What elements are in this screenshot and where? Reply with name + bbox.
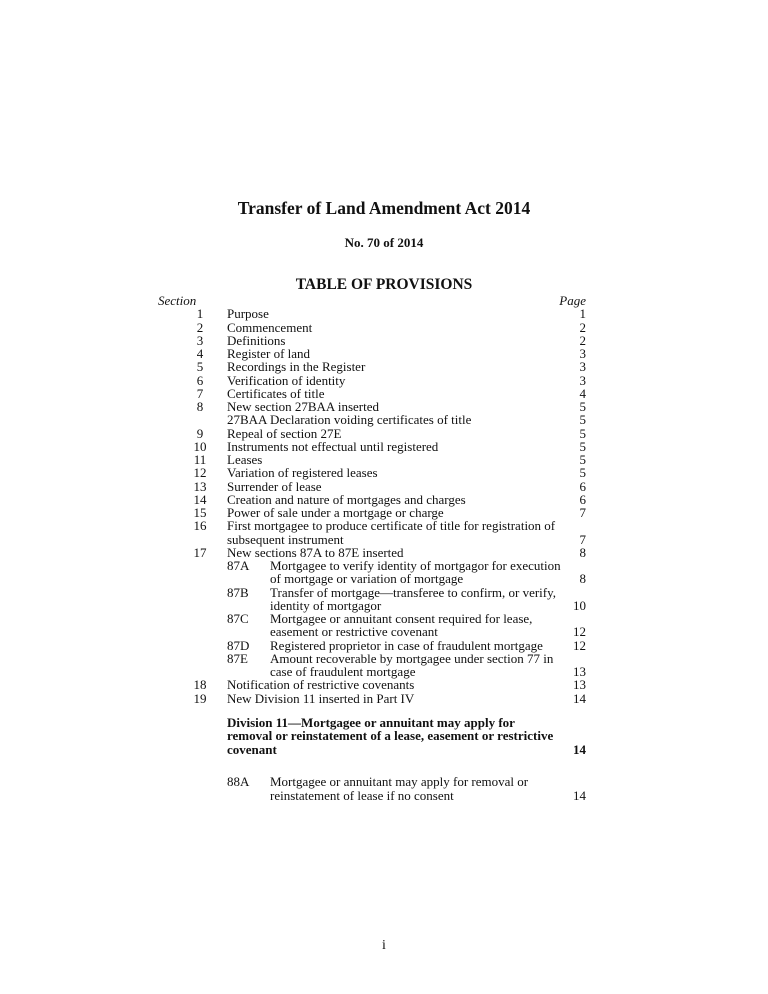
- page-number: i: [382, 938, 386, 953]
- page-reference: 8: [579, 571, 586, 587]
- section-number: 14: [193, 491, 207, 507]
- page-reference: 12: [573, 624, 586, 640]
- toc-entry[interactable]: [158, 493, 586, 506]
- section-number: 4: [196, 346, 204, 361]
- toc-entry[interactable]: [158, 347, 586, 360]
- entry-title-line: of mortgage or variation of mortgage: [270, 571, 464, 587]
- entry-title-line: case of fraudulent mortgage: [270, 664, 416, 679]
- page-reference: 12: [573, 637, 586, 653]
- toc-subentry[interactable]: [158, 652, 586, 679]
- toc-entry[interactable]: [158, 321, 586, 334]
- page-reference: 7: [579, 505, 586, 520]
- subsection-code: 87A: [227, 558, 250, 573]
- entry-title-line: Surrender of lease: [227, 478, 322, 494]
- section-number: 10: [193, 438, 207, 454]
- section-number: 3: [196, 332, 204, 348]
- toc-subentry[interactable]: [158, 639, 586, 652]
- toc-entry[interactable]: [158, 453, 586, 466]
- subsection-code: 88A: [227, 774, 250, 790]
- page-reference: 14: [573, 690, 586, 706]
- entry-title-line: Power of sale under a mortgage or charge: [227, 505, 444, 520]
- entry-title-line: Definitions: [227, 332, 286, 348]
- page-reference: 8: [579, 544, 586, 560]
- toc-entry[interactable]: [158, 506, 586, 519]
- page-reference: 5: [579, 465, 586, 481]
- page-reference: 3: [579, 372, 586, 388]
- entry-title-line: Certificates of title: [227, 385, 325, 401]
- entry-title-line: Transfer of mortgage—transferee to confirm, or verify,: [270, 584, 557, 600]
- page-reference: 3: [579, 346, 586, 361]
- toc-entry[interactable]: [158, 440, 586, 453]
- entry-title-line: subsequent instrument: [227, 531, 344, 547]
- entry-title-line: identity of mortgagor: [270, 597, 382, 613]
- table-of-provisions: [158, 294, 586, 802]
- page-reference: 14: [573, 741, 586, 757]
- toc-subentry[interactable]: [158, 413, 586, 426]
- entry-title-line: Commencement: [227, 319, 313, 335]
- entry-title-line: Instruments not effectual until registered: [227, 438, 439, 454]
- entry-title-line: Division 11—Mortgagee or annuitant may apply for: [227, 714, 515, 730]
- page-column-label: Page: [559, 293, 586, 308]
- page-reference: 2: [579, 332, 586, 348]
- entry-title-line: New sections 87A to 87E inserted: [227, 544, 404, 560]
- entry-title-line: reinstatement of lease if no consent: [270, 787, 454, 803]
- toc-subentry[interactable]: [158, 586, 586, 613]
- entry-title-line: covenant: [227, 741, 277, 757]
- section-number: 9: [196, 425, 204, 441]
- page-reference: 13: [573, 677, 586, 693]
- page-reference: 6: [579, 478, 586, 494]
- section-number: 2: [196, 319, 204, 335]
- section-number: 17: [193, 544, 207, 560]
- section-number: 13: [193, 478, 207, 494]
- toc-entry[interactable]: [158, 546, 586, 559]
- entry-title-line: New Division 11 inserted in Part IV: [227, 690, 415, 706]
- section-number: 5: [196, 359, 204, 375]
- toc-subentry[interactable]: [158, 612, 586, 639]
- section-number: 18: [193, 677, 207, 693]
- entry-title-line: New section 27BAA inserted: [227, 399, 380, 414]
- act-number: No. 70 of 2014: [344, 235, 424, 250]
- entry-title-line: Recordings in the Register: [227, 359, 366, 375]
- toc-subentry[interactable]: [158, 559, 586, 586]
- entry-title-line: Variation of registered leases: [227, 465, 378, 481]
- section-number: 11: [193, 452, 207, 467]
- toc-entry[interactable]: [158, 480, 586, 493]
- entry-title-line: Mortgagee or annuitant may apply for removal or: [270, 774, 529, 790]
- page-reference: 5: [579, 438, 586, 454]
- toc-heading: TABLE OF PROVISIONS: [295, 276, 473, 293]
- entry-title-line: Leases: [227, 452, 263, 467]
- entry-title-line: Register of land: [227, 346, 311, 361]
- page-reference: 3: [579, 359, 586, 375]
- entry-title-line: Repeal of section 27E: [227, 425, 342, 441]
- division-heading-entry[interactable]: [158, 716, 586, 757]
- toc-entry[interactable]: [158, 519, 586, 546]
- toc-entry[interactable]: [158, 307, 586, 320]
- entry-title-line: 27BAA Declaration voiding certificates of title: [227, 412, 472, 428]
- subsection-code: 87E: [227, 650, 248, 666]
- entry-title-line: Purpose: [227, 306, 269, 322]
- toc-entry[interactable]: [158, 334, 586, 347]
- section-number: 16: [193, 518, 207, 534]
- entry-title-line: Mortgagee or annuitant consent required for lease,: [270, 611, 533, 626]
- entry-title-line: Registered proprietor in case of fraudulent mortgage: [270, 637, 543, 653]
- entry-title-line: Amount recoverable by mortgagee under section 77 in: [270, 650, 554, 666]
- page-reference: 2: [579, 319, 586, 335]
- entry-title-line: Creation and nature of mortgages and charges: [227, 491, 466, 507]
- section-number: 12: [193, 465, 207, 481]
- subsection-code: 87B: [227, 584, 249, 600]
- toc-subentry[interactable]: [158, 775, 586, 802]
- toc-entry[interactable]: [158, 466, 586, 479]
- page-reference: 5: [579, 399, 586, 414]
- section-number: 8: [196, 399, 204, 414]
- toc-entry[interactable]: [158, 387, 586, 400]
- section-number: 7: [196, 385, 204, 401]
- entry-title-line: Verification of identity: [227, 372, 346, 388]
- toc-entry[interactable]: [158, 692, 586, 705]
- page-reference: 5: [579, 452, 586, 467]
- page-reference: 4: [579, 385, 586, 401]
- entry-title-line: removal or reinstatement of a lease, easement or restrictive: [227, 728, 554, 744]
- entry-title-line: Mortgagee to verify identity of mortgagor for execution: [270, 558, 561, 573]
- subsection-code: 87C: [227, 611, 249, 626]
- toc-column-headers: [158, 294, 586, 307]
- page-reference: 14: [573, 787, 586, 803]
- section-number: 15: [193, 505, 207, 520]
- subsection-code: 87D: [227, 637, 250, 653]
- page-reference: 13: [573, 664, 586, 679]
- toc-entry[interactable]: [158, 374, 586, 387]
- toc-entry[interactable]: [158, 360, 586, 373]
- entry-title-line: Notification of restrictive covenants: [227, 677, 415, 693]
- section-column-label: Section: [158, 293, 197, 308]
- page-reference: 7: [579, 531, 586, 547]
- entry-title-line: easement or restrictive covenant: [270, 624, 438, 640]
- page-reference: 1: [579, 306, 586, 322]
- section-number: 19: [193, 690, 207, 706]
- entry-title-line: First mortgagee to produce certificate of title for registration of: [227, 518, 556, 534]
- page-reference: 5: [579, 425, 586, 441]
- document-title: Transfer of Land Amendment Act 2014: [237, 198, 531, 218]
- toc-entry[interactable]: [158, 678, 586, 691]
- section-number: 1: [196, 306, 204, 322]
- page-reference: 6: [579, 491, 586, 507]
- toc-entry[interactable]: [158, 427, 586, 440]
- section-number: 6: [196, 372, 204, 388]
- page-reference: 10: [573, 597, 586, 613]
- toc-entry[interactable]: [158, 400, 586, 413]
- page-reference: 5: [579, 412, 586, 428]
